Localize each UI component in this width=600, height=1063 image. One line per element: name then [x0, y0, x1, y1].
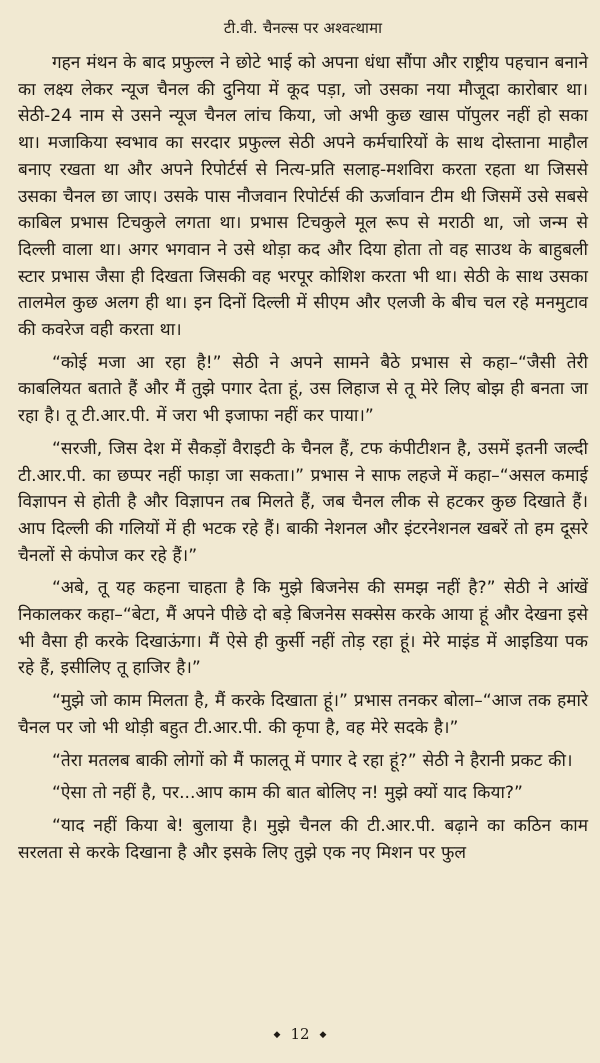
paragraph: “मुझे जो काम मिलता है, मैं करके दिखाता हूं।” प्रभास तनकर बोला–“आज तक हमारे चैनल पर जो भी थोड़ी बहुत टी.आर.पी. की कृपा है, वह मेरे सदके है।” [18, 691, 588, 738]
running-head: टी.वी. चैनल्स पर अश्वत्थामा [223, 19, 383, 37]
paragraph: “अबे, तू यह कहना चाहता है कि मुझे बिजनेस की समझ नहीं है?” सेठी ने आंखें निकालकर कहा–“बेटा, मैं अपने पीछे दो बड़े बिजनेस सक्सेस करके आया हूं और देखना इसे भी वैसा ही करके दिखाऊंगा। मैं ऐसे ही कुर्सी नहीं तोड़ रहा हूं। मेरे माइंड में आइडिया पक रहे हैं, इसीलिए तू हाजिर है।” [18, 578, 588, 679]
paragraph: गहन मंथन के बाद प्रफुल्ल ने छोटे भाई को अपना धंधा सौंपा और राष्ट्रीय पहचान बनाने का लक्ष्य लेकर न्यूज चैनल की दुनिया में कूद पड़ा, जो उसका नया मौजूदा कारोबार था। सेठी-24 नाम से उसने न्यूज चैनल लांच किया, जो अभी कुछ खास पॉपुलर नहीं हो सका था। मजाकिया स्वभाव का सरदार प्रफुल्ल सेठी अपने कर्मचारियों के साथ दोस्ताना माहौल बनाए रखता था और अपने रिपोर्टर्स से नित्य-प्रति सलाह-मशविरा करता रहता था जिससे उसका चैनल छा जाए। उसके पास नौजवान रिपोर्टर्स की ऊर्जावान टीम थी जिसमें उसे सबसे काबिल प्रभास टिचकुले लगता था। प्रभास टिचकुले मूल रूप से मराठी था, जो जन्म से दिल्ली वाला था। अगर भगवान ने उसे थोड़ा कद और दिया होता तो वह साउथ के बाहुबली स्टार प्रभास जैसा ही दिखता जिसकी वह भरपूर कोशिश करता भी था। सेठी के साथ उसका तालमेल कुछ अलग ही था। इन दिनों दिल्ली में सीएम और एलजी के बीच चल रहे मनमुटाव की कवरेज वही करता था। [18, 53, 588, 341]
diamond-ornament-icon: ◆ [319, 1030, 327, 1040]
paragraph: “ऐसा तो नहीं है, पर...आप काम की बात बोलिए न! मुझे क्यों याद किया?” [52, 783, 523, 804]
page-footer [0, 1024, 600, 1045]
paragraph: “तेरा मतलब बाकी लोगों को मैं फालतू में पगार दे रहा हूं?” सेठी ने हैरानी प्रकट की। [52, 750, 573, 771]
body-text [18, 50, 588, 866]
diamond-ornament-icon: ◆ [273, 1030, 281, 1040]
page-number: 12 [290, 1025, 310, 1043]
paragraph: “सरजी, जिस देश में सैकड़ों वैराइटी के चैनल हैं, टफ कंपीटीशन है, उसमें इतनी जल्दी टी.आर.पी. का छप्पर नहीं फाड़ा जा सकता।” प्रभास ने साफ लहजे में कहा–“असल कमाई विज्ञापन से होती है और विज्ञापन तब मिलते हैं, जब चैनल लीक से हटकर कुछ दिखाते हैं। आप दिल्ली की गलियों में ही भटक रहे हैं। बाकी नेशनल और इंटरनेशनल खबरें तो हम दूसरे चैनलों से कंपोज कर रहे हैं।” [18, 438, 588, 566]
paragraph: “कोई मजा आ रहा है!” सेठी ने अपने सामने बैठे प्रभास से कहा–“जैसी तेरी काबलियत बताते हैं और मैं तुझे पगार देता हूं, उस लिहाज से तू मेरे लिए बोझ ही बनता जा रहा है। तू टी.आर.पी. में जरा भी इजाफा नहीं कर पाया।” [18, 352, 588, 427]
paragraph: “याद नहीं किया बे! बुलाया है। मुझे चैनल की टी.आर.पी. बढ़ाने का कठिन काम सरलता से करके दिखाना है और इसके लिए तुझे एक नए मिशन पर फुल [18, 815, 588, 863]
